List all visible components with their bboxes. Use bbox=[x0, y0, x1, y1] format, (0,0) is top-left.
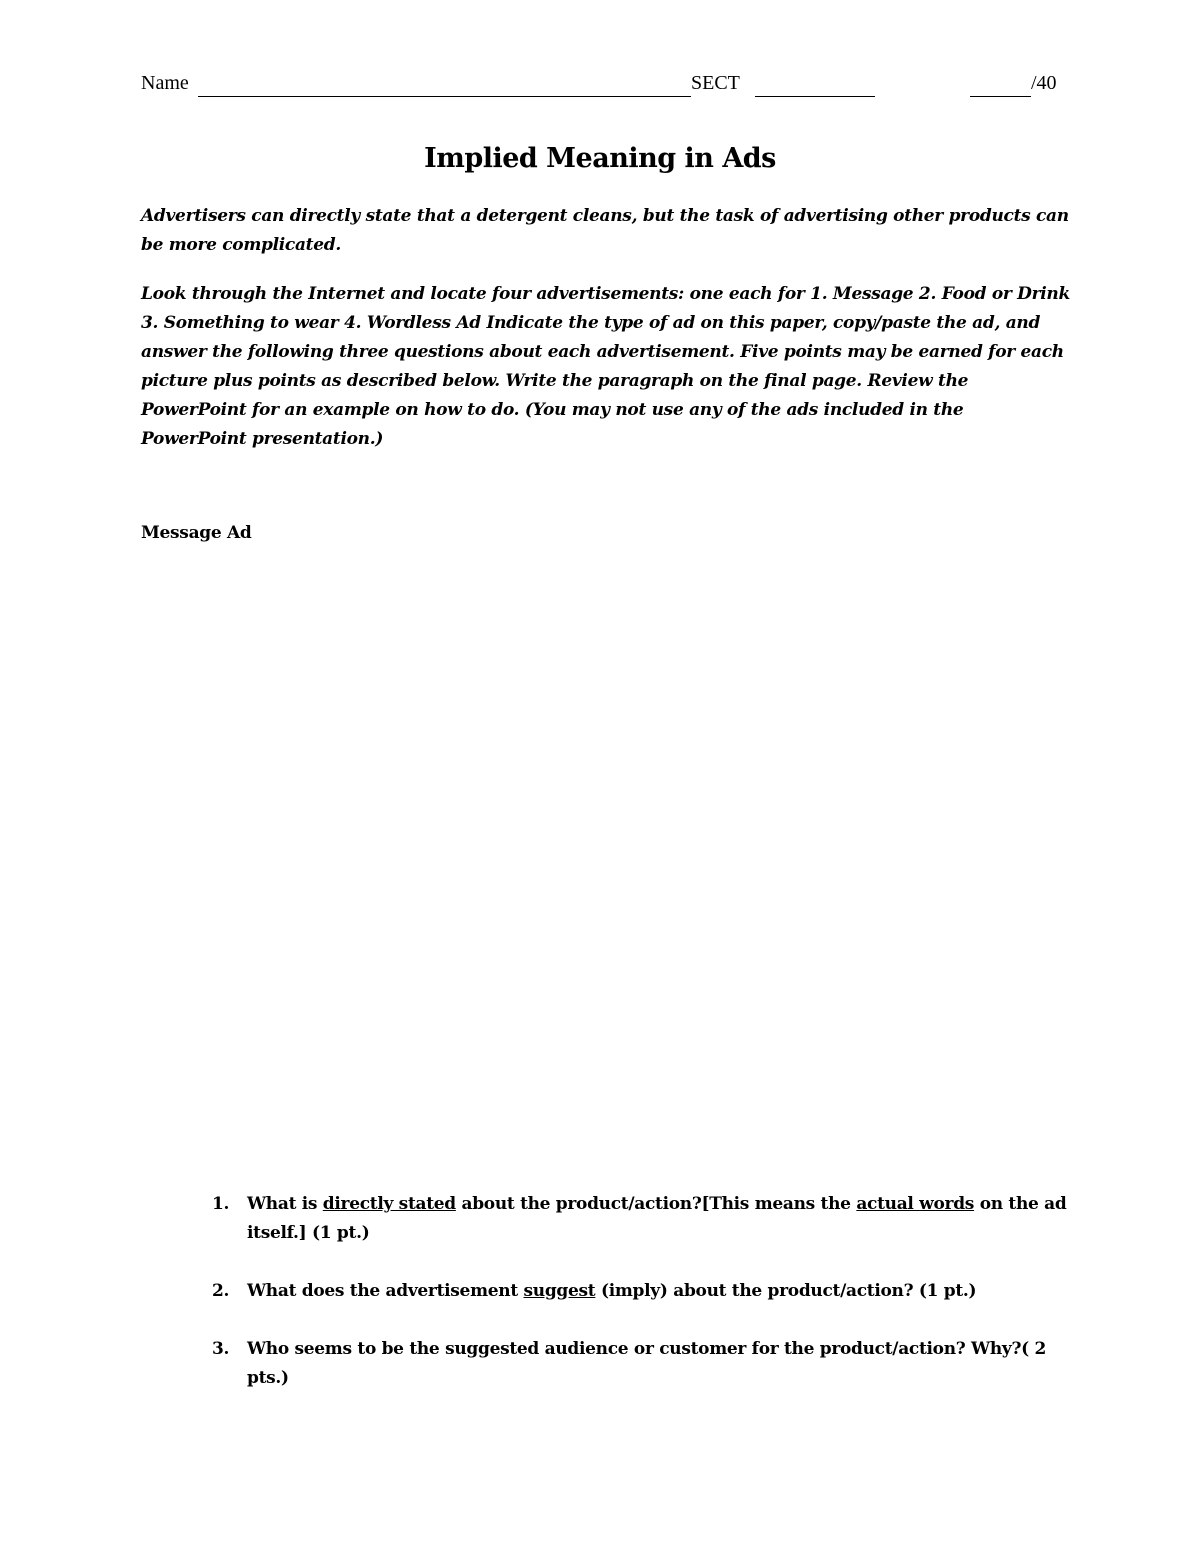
page-title: Implied Meaning in Ads bbox=[424, 143, 776, 174]
header bbox=[141, 72, 1061, 102]
question-list bbox=[212, 1190, 1072, 1393]
instructions-paragraph: Look through the Internet and locate four advertisements: one each for 1. Message 2. Food or Drink 3. Something to wear 4. Wordless Ad Indicate the type of ad on this paper, copy/paste the ad, and answer the following three questions about each advertisement. Five points may be earned for each picture plus points as described below. Write the paragraph on the final page. Review the PowerPoint for an example on how to do. (You may not use any of the ads included in the PowerPoint presentation.) bbox=[141, 284, 1070, 449]
question-number: 2. bbox=[212, 1281, 230, 1301]
score-total-label: /40 bbox=[1031, 72, 1057, 94]
question-text: What is directly stated about the product/action?[This means the actual words on the ad itself.] (1 pt.) bbox=[247, 1194, 1067, 1243]
question-text: Who seems to be the suggested audience or customer for the product/action? Why?( 2 pts.) bbox=[247, 1339, 1047, 1388]
name-label: Name bbox=[141, 72, 189, 94]
question-number: 3. bbox=[212, 1339, 230, 1359]
question-item bbox=[212, 1335, 1072, 1393]
question-text: What does the advertisement suggest (imply) about the product/action? (1 pt.) bbox=[247, 1281, 977, 1301]
section-heading: Message Ad bbox=[141, 523, 252, 543]
question-item bbox=[212, 1277, 1072, 1306]
question-number: 1. bbox=[212, 1194, 230, 1214]
intro-paragraph: Advertisers can directly state that a detergent cleans, but the task of advertising other products can be more complicated. bbox=[141, 206, 1069, 255]
score-blank-line[interactable] bbox=[970, 96, 1031, 97]
sect-blank-line[interactable] bbox=[755, 96, 875, 97]
question-item bbox=[212, 1190, 1072, 1248]
sect-label: SECT bbox=[691, 72, 740, 94]
name-blank-line[interactable] bbox=[198, 96, 691, 97]
